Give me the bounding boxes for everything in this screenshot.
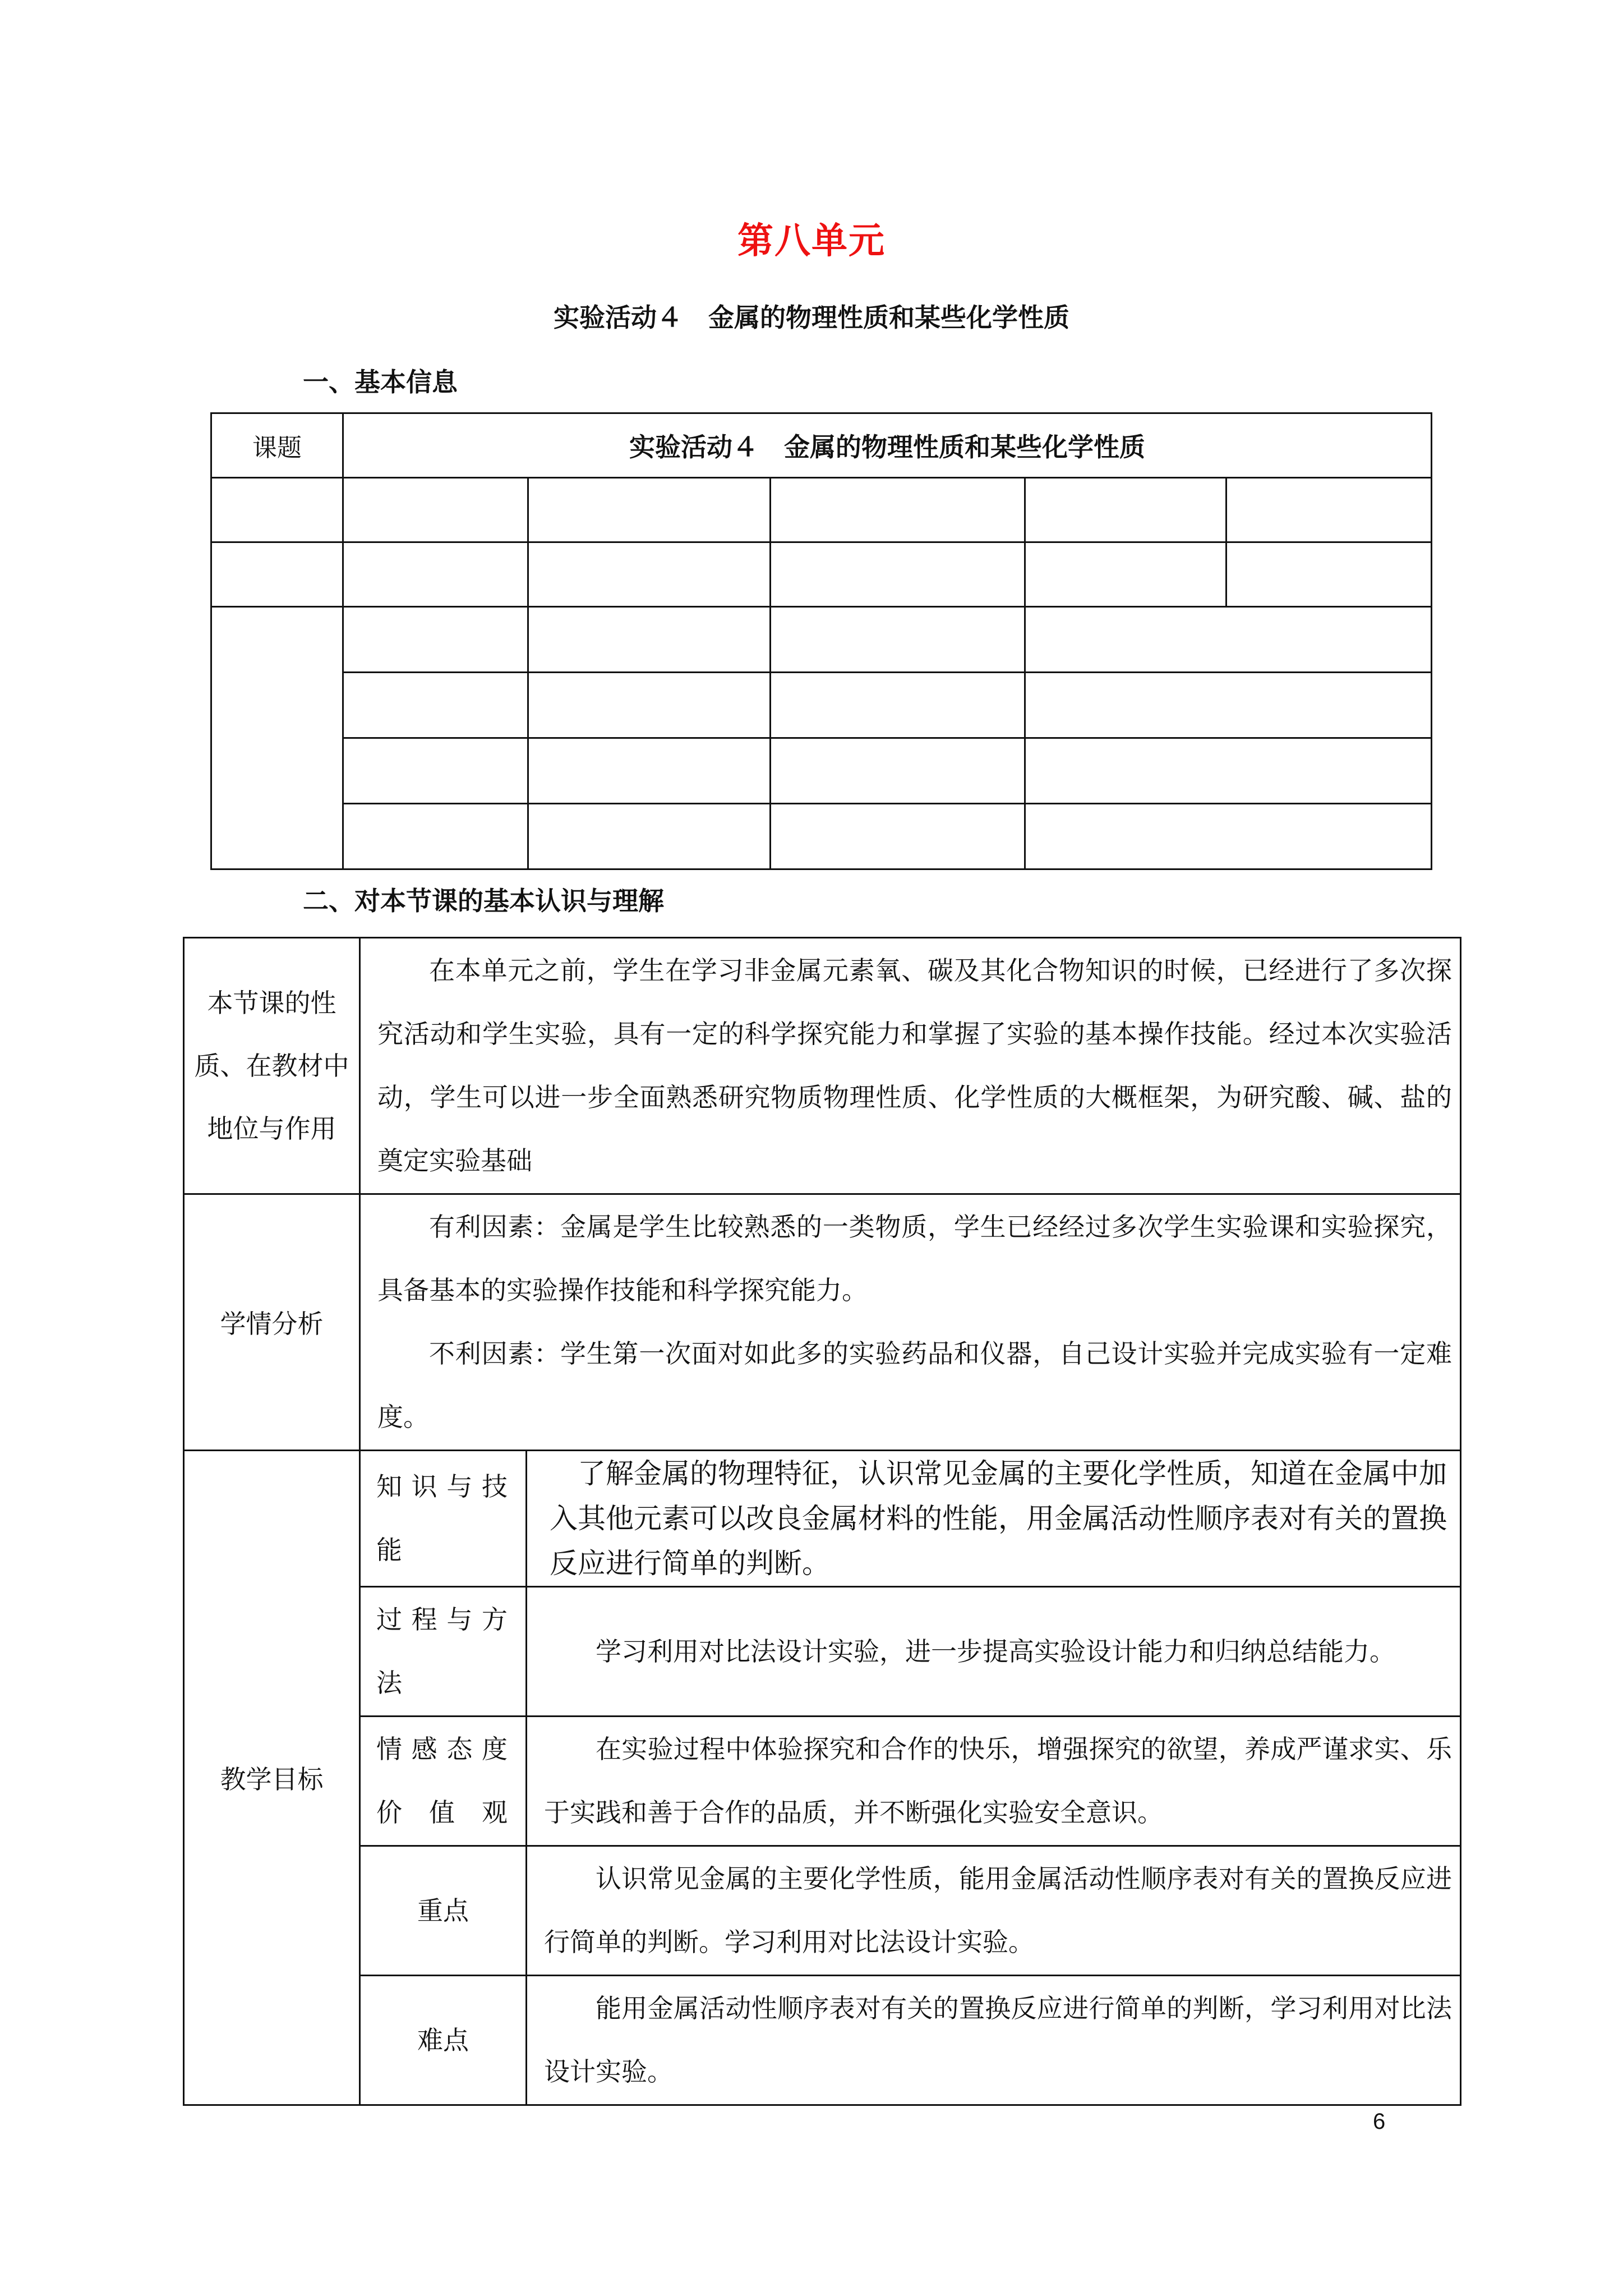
section-heading-basic-info: 一、基本信息	[303, 367, 458, 397]
table-row	[211, 673, 1432, 738]
analysis-favorable: 有利因素：金属是学生比较熟悉的一类物质，学生已经经过多次学生实验课和实验探究，具备基本的实验操作技能和科学探究能力。	[377, 1212, 1452, 1305]
empty-cell	[1025, 673, 1432, 738]
nature-label-cell: 本节课的性质、在教材中地位与作用	[184, 938, 360, 1194]
table-row	[184, 1976, 1461, 2105]
empty-cell	[211, 542, 343, 607]
empty-cell	[771, 542, 1025, 607]
page-number: 6	[1373, 2109, 1386, 2134]
topic-label-cell: 课题	[211, 413, 343, 478]
empty-cell	[1227, 478, 1432, 542]
empty-cell	[528, 673, 771, 738]
empty-cell	[1227, 542, 1432, 607]
table-row	[211, 804, 1432, 869]
empty-cell	[528, 804, 771, 869]
table-row	[211, 413, 1432, 478]
table-row	[211, 542, 1432, 607]
table-row	[184, 938, 1461, 1194]
empty-cell	[1025, 542, 1227, 607]
understanding-table	[183, 937, 1461, 2106]
table-row	[184, 1846, 1461, 1976]
empty-cell	[1025, 738, 1432, 804]
emotion-label-cell: 情感态度价值观	[360, 1717, 527, 1846]
empty-cell	[343, 478, 528, 542]
document-subtitle: 实验活动４ 金属的物理性质和某些化学性质	[554, 302, 1069, 333]
section-heading-understanding: 二、对本节课的基本认识与理解	[303, 886, 664, 916]
table-row	[184, 1451, 1461, 1587]
goals-label-cell: 教学目标	[184, 1451, 360, 2105]
emotion-text-cell: 在实验过程中体验探究和合作的快乐，增强探究的欲望，养成严谨求实、乐于实践和善于合作的品质，并不断强化实验安全意识。	[527, 1717, 1461, 1846]
table-row	[211, 478, 1432, 542]
empty-cell	[343, 607, 528, 673]
table-row	[184, 1717, 1461, 1846]
empty-cell	[343, 673, 528, 738]
nature-text-cell: 在本单元之前，学生在学习非金属元素氧、碳及其化合物知识的时候，已经进行了多次探究活动和学生实验，具有一定的科学探究能力和掌握了实验的基本操作技能。经过本次实验活动，学生可以进一步全面熟悉研究物质物理性质、化学性质的大概框架，为研究酸、碱、盐的奠定实验基础	[360, 938, 1461, 1194]
knowledge-label-cell: 知识与技能	[360, 1451, 527, 1587]
empty-cell	[771, 738, 1025, 804]
empty-cell	[1025, 804, 1432, 869]
table-row	[211, 738, 1432, 804]
unit-title: 第八单元	[737, 220, 886, 262]
process-label-cell: 过程与方法	[360, 1587, 527, 1717]
empty-cell	[528, 478, 771, 542]
empty-cell	[528, 738, 771, 804]
empty-cell	[343, 738, 528, 804]
empty-cell	[528, 607, 771, 673]
difficult-point-label-cell: 难点	[360, 1976, 527, 2105]
empty-cell	[211, 607, 343, 869]
analysis-unfavorable: 不利因素：学生第一次面对如此多的实验药品和仪器，自己设计实验并完成实验有一定难度。	[377, 1338, 1452, 1432]
empty-cell	[771, 673, 1025, 738]
analysis-text-cell	[360, 1194, 1461, 1451]
table-row	[184, 1194, 1461, 1451]
empty-cell	[343, 542, 528, 607]
process-text-cell: 学习利用对比法设计实验，进一步提高实验设计能力和归纳总结能力。	[527, 1587, 1461, 1717]
knowledge-text-cell: 了解金属的物理特征，认识常见金属的主要化学性质，知道在金属中加入其他元素可以改良金属材料的性能，用金属活动性顺序表对有关的置换反应进行简单的判断。	[527, 1451, 1461, 1587]
empty-cell	[211, 478, 343, 542]
key-point-text-cell: 认识常见金属的主要化学性质，能用金属活动性顺序表对有关的置换反应进行简单的判断。学习利用对比法设计实验。	[527, 1846, 1461, 1976]
table-row	[211, 607, 1432, 673]
empty-cell	[771, 607, 1025, 673]
topic-value-cell: 实验活动４ 金属的物理性质和某些化学性质	[343, 413, 1432, 478]
key-point-label-cell: 重点	[360, 1846, 527, 1976]
table-row	[184, 1587, 1461, 1717]
empty-cell	[343, 804, 528, 869]
empty-cell	[528, 542, 771, 607]
difficult-point-text-cell: 能用金属活动性顺序表对有关的置换反应进行简单的判断，学习利用对比法设计实验。	[527, 1976, 1461, 2105]
empty-cell	[1025, 607, 1432, 673]
analysis-label-cell: 学情分析	[184, 1194, 360, 1451]
basic-info-table	[210, 412, 1432, 870]
empty-cell	[1025, 478, 1227, 542]
empty-cell	[771, 804, 1025, 869]
empty-cell	[771, 478, 1025, 542]
